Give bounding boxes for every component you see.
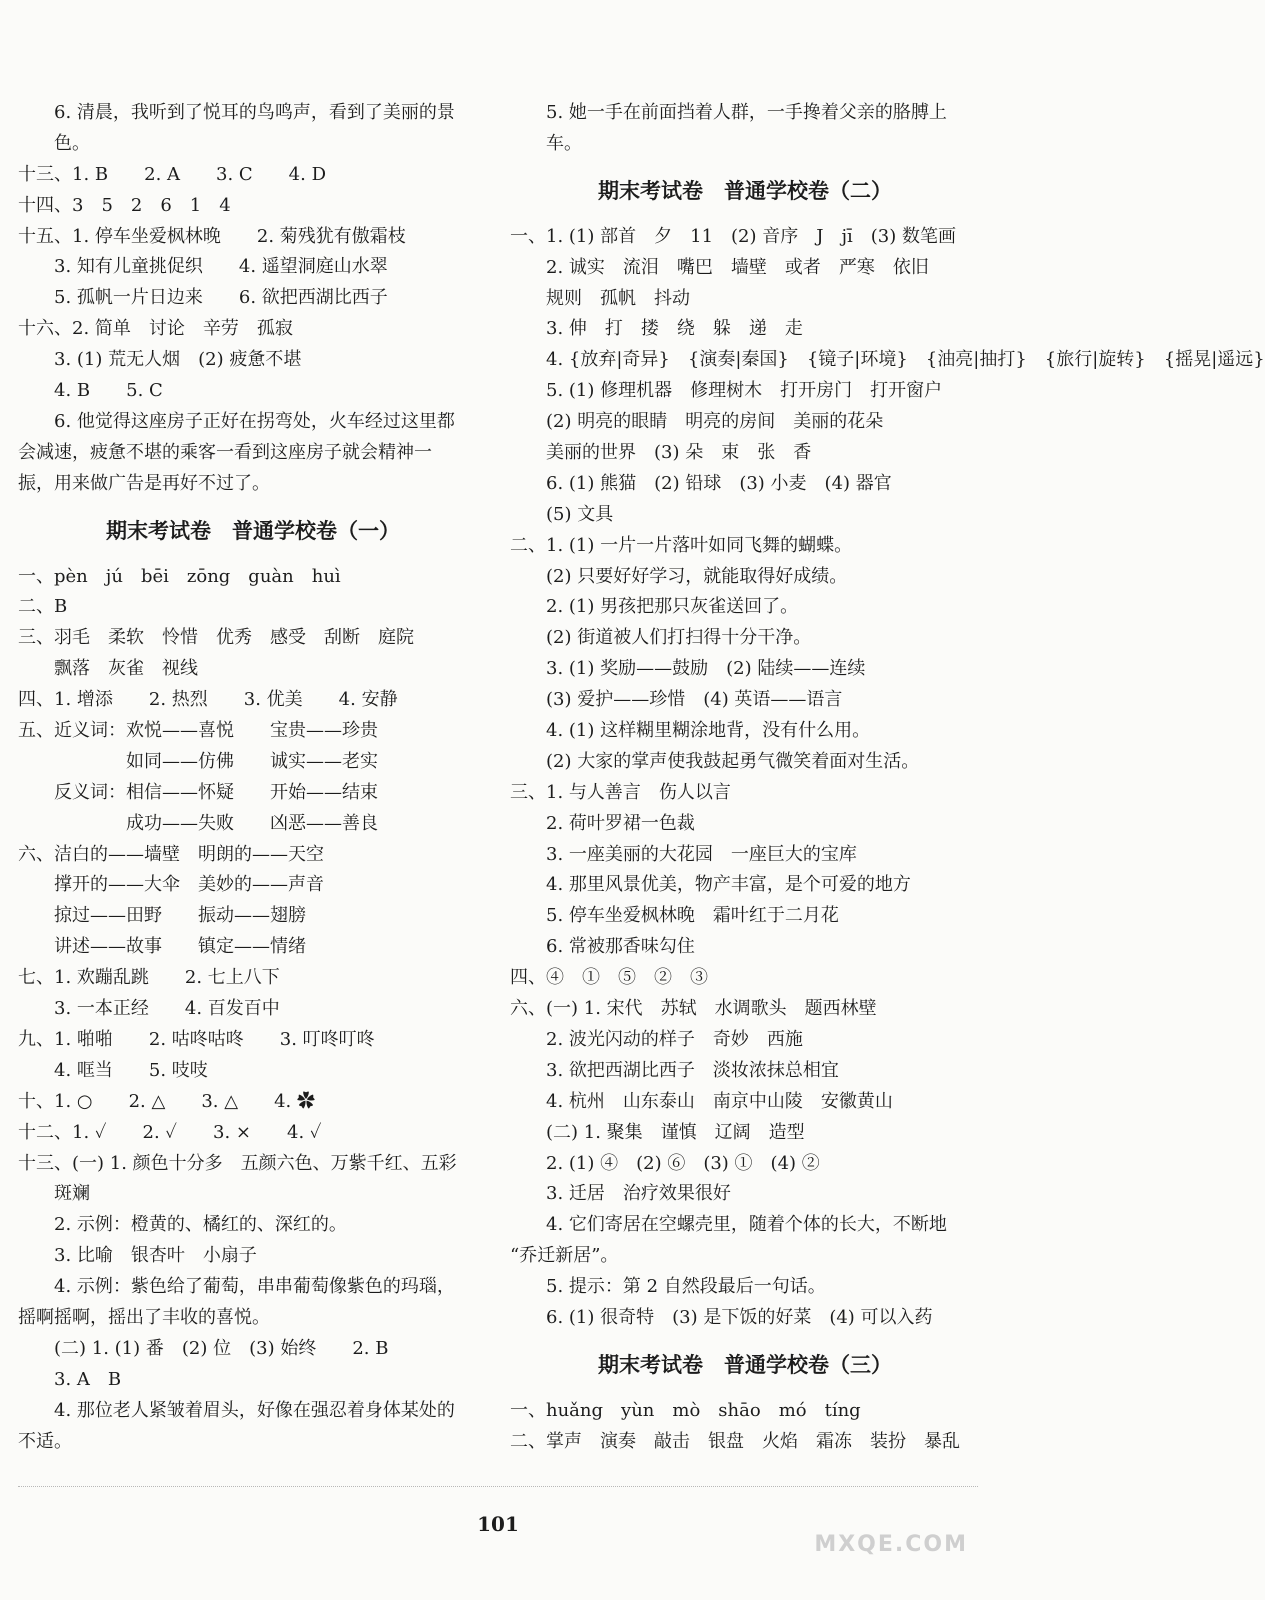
answer-line: 4. 示例：紫色给了葡萄，串串葡萄像紫色的玛瑙， [18,1276,455,1298]
answer-line: 十三、1. B 2. A 3. C 4. D [18,163,327,185]
answer-line: 4. (1) 这样糊里糊涂地背，没有什么用。 [510,720,871,742]
section-heading: 期末考试卷 普通学校卷（二） [598,177,892,203]
answer-line: 车。 [510,132,582,154]
answer-line: 撑开的——大伞 美妙的——声音 [18,874,324,896]
answer-line: 6. (1) 很奇特 (3) 是下饭的好菜 (4) 可以入药 [510,1306,933,1328]
answer-line: 2. 示例：橙黄的、橘红的、深红的。 [18,1214,347,1236]
answer-line: 6. 他觉得这座房子正好在拐弯处，火车经过这里都 [18,410,455,432]
answer-line: 一、huǎng yùn mò shāo mó tíng [510,1399,861,1421]
answer-line: 十二、1. ✓ 2. ✓ 3. × 4. ✓ [18,1121,322,1143]
answer-line: 4. 哐当 5. 吱吱 [18,1059,208,1081]
answer-line: 四、④ ① ⑤ ② ③ [510,967,708,989]
answer-line: 十四、3 5 2 6 1 4 [18,194,231,216]
section-heading: 期末考试卷 普通学校卷（一） [106,517,400,543]
answer-line: 振，用来做广告是再好不过了。 [18,472,270,494]
answer-line: (2) 街道被人们打扫得十分干净。 [510,627,812,649]
answer-line: 5. 提示：第 2 自然段最后一句话。 [510,1276,826,1298]
answer-line: 3. 伸 打 搂 绕 躲 递 走 [510,318,803,340]
answer-line: 六、洁白的——墙壁 明朗的——天空 [18,843,324,865]
answer-line: 3. 一座美丽的大花园 一座巨大的宝库 [510,843,857,865]
answer-line: 5. (1) 修理机器 修理树木 打开房门 打开窗户 [510,380,943,402]
answer-line: 2. 诚实 流泪 嘴巴 墙壁 或者 严寒 依旧 [510,256,929,278]
answer-line: 二、B [18,596,68,618]
answer-line: 色。 [18,132,90,154]
answer-line: 美丽的世界 (3) 朵 束 张 香 [510,442,812,464]
answer-line: 十三、(一) 1. 颜色十分多 五颜六色、万紫千红、五彩 [18,1152,457,1174]
answer-line: 3. 一本正经 4. 百发百中 [18,998,280,1020]
answer-line: 2. (1) 男孩把那只灰雀送回了。 [510,596,799,618]
answer-line: (2) 只要好好学习，就能取得好成绩。 [510,565,848,587]
answer-line: 十、1. ○ 2. △ 3. △ 4. ✿ [18,1090,315,1112]
answer-line: 掠过——田野 振动——翅膀 [18,905,306,927]
answer-line: 6. (1) 熊猫 (2) 铅球 (3) 小麦 (4) 器官 [510,472,892,494]
answer-line: 讲述——故事 镇定——情绪 [18,936,306,958]
answer-line: 3. (1) 奖励——鼓励 (2) 陆续——连续 [510,658,866,680]
answer-line: 二、掌声 演奏 敲击 银盘 火焰 霜冻 装扮 暴乱 [510,1430,960,1452]
answer-line: 不适。 [18,1430,72,1452]
answer-line: (3) 爱护——珍惜 (4) 英语——语言 [510,689,843,711]
answer-line: 2. 荷叶罗裙一色裁 [510,812,695,834]
answer-line: 九、1. 啪啪 2. 咕咚咕咚 3. 叮咚叮咚 [18,1028,375,1050]
section-heading: 期末考试卷 普通学校卷（三） [598,1351,892,1377]
answer-line: 4. 它们寄居在空螺壳里，随着个体的长大，不断地 [510,1214,947,1236]
answer-line: 摇啊摇啊，摇出了丰收的喜悦。 [18,1306,270,1328]
answer-line: 3. 比喻 银杏叶 小扇子 [18,1245,257,1267]
answer-line: 4. 那位老人紧皱着眉头，好像在强忍着身体某处的 [18,1399,455,1421]
answer-line: (二) 1. (1) 番 (2) 位 (3) 始终 2. B [18,1337,389,1359]
answer-line: 4. 那里风景优美，物产丰富，是个可爱的地方 [510,874,911,896]
answer-line: 3. 知有儿童挑促织 4. 遥望洞庭山水翠 [18,256,388,278]
answer-line: (二) 1. 聚集 谨慎 辽阔 造型 [510,1121,805,1143]
answer-line: 六、(一) 1. 宋代 苏轼 水调歌头 题西林壁 [510,998,877,1020]
answer-line: 反义词：相信——怀疑 开始——结束 [18,781,378,803]
answer-line: 十六、2. 简单 讨论 辛劳 孤寂 [18,318,293,340]
answer-line: 3. 欲把西湖比西子 淡妆浓抹总相宜 [510,1059,839,1081]
answer-line: 一、pèn jú bēi zōng guàn huì [18,565,341,587]
answer-line: 飘落 灰雀 视线 [18,658,198,680]
answer-line: 成功——失败 凶恶——善良 [18,812,378,834]
answer-line: (5) 文具 [510,503,614,525]
answer-line: 6. 常被那香味勾住 [510,936,695,958]
page-number: 101 [477,1512,519,1536]
answer-line: 3. A B [18,1368,122,1390]
answer-line: 4. {放弃|奇异} {演奏|秦国} {镜子|环境} {油亮|抽打} {旅行|旋转} {摇晃|遥远} [510,349,1265,371]
left-column [18,98,488,1457]
answer-line: 一、1. (1) 部首 夕 11 (2) 音序 J jī (3) 数笔画 [510,225,957,247]
answer-line: 规则 孤帆 抖动 [510,287,690,309]
answer-line: (2) 大家的掌声使我鼓起勇气微笑着面对生活。 [510,750,920,772]
answer-line: 五、近义词：欢悦——喜悦 宝贵——珍贵 [18,720,378,742]
answer-line: 3. (1) 荒无人烟 (2) 疲惫不堪 [18,349,302,371]
answer-line: 斑斓 [18,1183,90,1205]
answer-line: 会减速，疲惫不堪的乘客一看到这座房子就会精神一 [18,441,432,463]
answer-line: 七、1. 欢蹦乱跳 2. 七上八下 [18,967,280,989]
answer-line: 3. 迁居 治疗效果很好 [510,1183,731,1205]
answer-line: 5. 停车坐爱枫林晚 霜叶红于二月花 [510,905,839,927]
answer-line: 4. B 5. C [18,380,163,402]
answer-line: 十五、1. 停车坐爱枫林晚 2. 菊残犹有傲霜枝 [18,225,406,247]
answer-line: 三、1. 与人善言 伤人以言 [510,781,731,803]
answer-line: (2) 明亮的眼睛 明亮的房间 美丽的花朵 [510,411,884,433]
answer-line: 如同——仿佛 诚实——老实 [18,750,378,772]
answer-line: 二、1. (1) 一片一片落叶如同飞舞的蝴蝶。 [510,534,853,556]
answer-line: “乔迁新居”。 [510,1245,619,1267]
answer-line: 5. 她一手在前面挡着人群，一手搀着父亲的胳膊上 [510,102,947,123]
watermark: MXQE.COM [814,1532,968,1557]
answer-line: 5. 孤帆一片日边来 6. 欲把西湖比西子 [18,287,388,309]
answer-line: 2. 波光闪动的样子 奇妙 西施 [510,1028,803,1050]
answer-line: 四、1. 增添 2. 热烈 3. 优美 4. 安静 [18,689,398,711]
answer-line: 6. 清晨，我听到了悦耳的鸟鸣声，看到了美丽的景 [18,102,455,123]
answer-line: 4. 杭州 山东泰山 南京中山陵 安徽黄山 [510,1090,893,1112]
answer-line: 2. (1) ④ (2) ⑥ (3) ① (4) ② [510,1152,820,1174]
right-column [510,98,1265,1458]
footer-divider [18,1486,978,1487]
answer-line: 三、羽毛 柔软 怜惜 优秀 感受 刮断 庭院 [18,627,414,649]
